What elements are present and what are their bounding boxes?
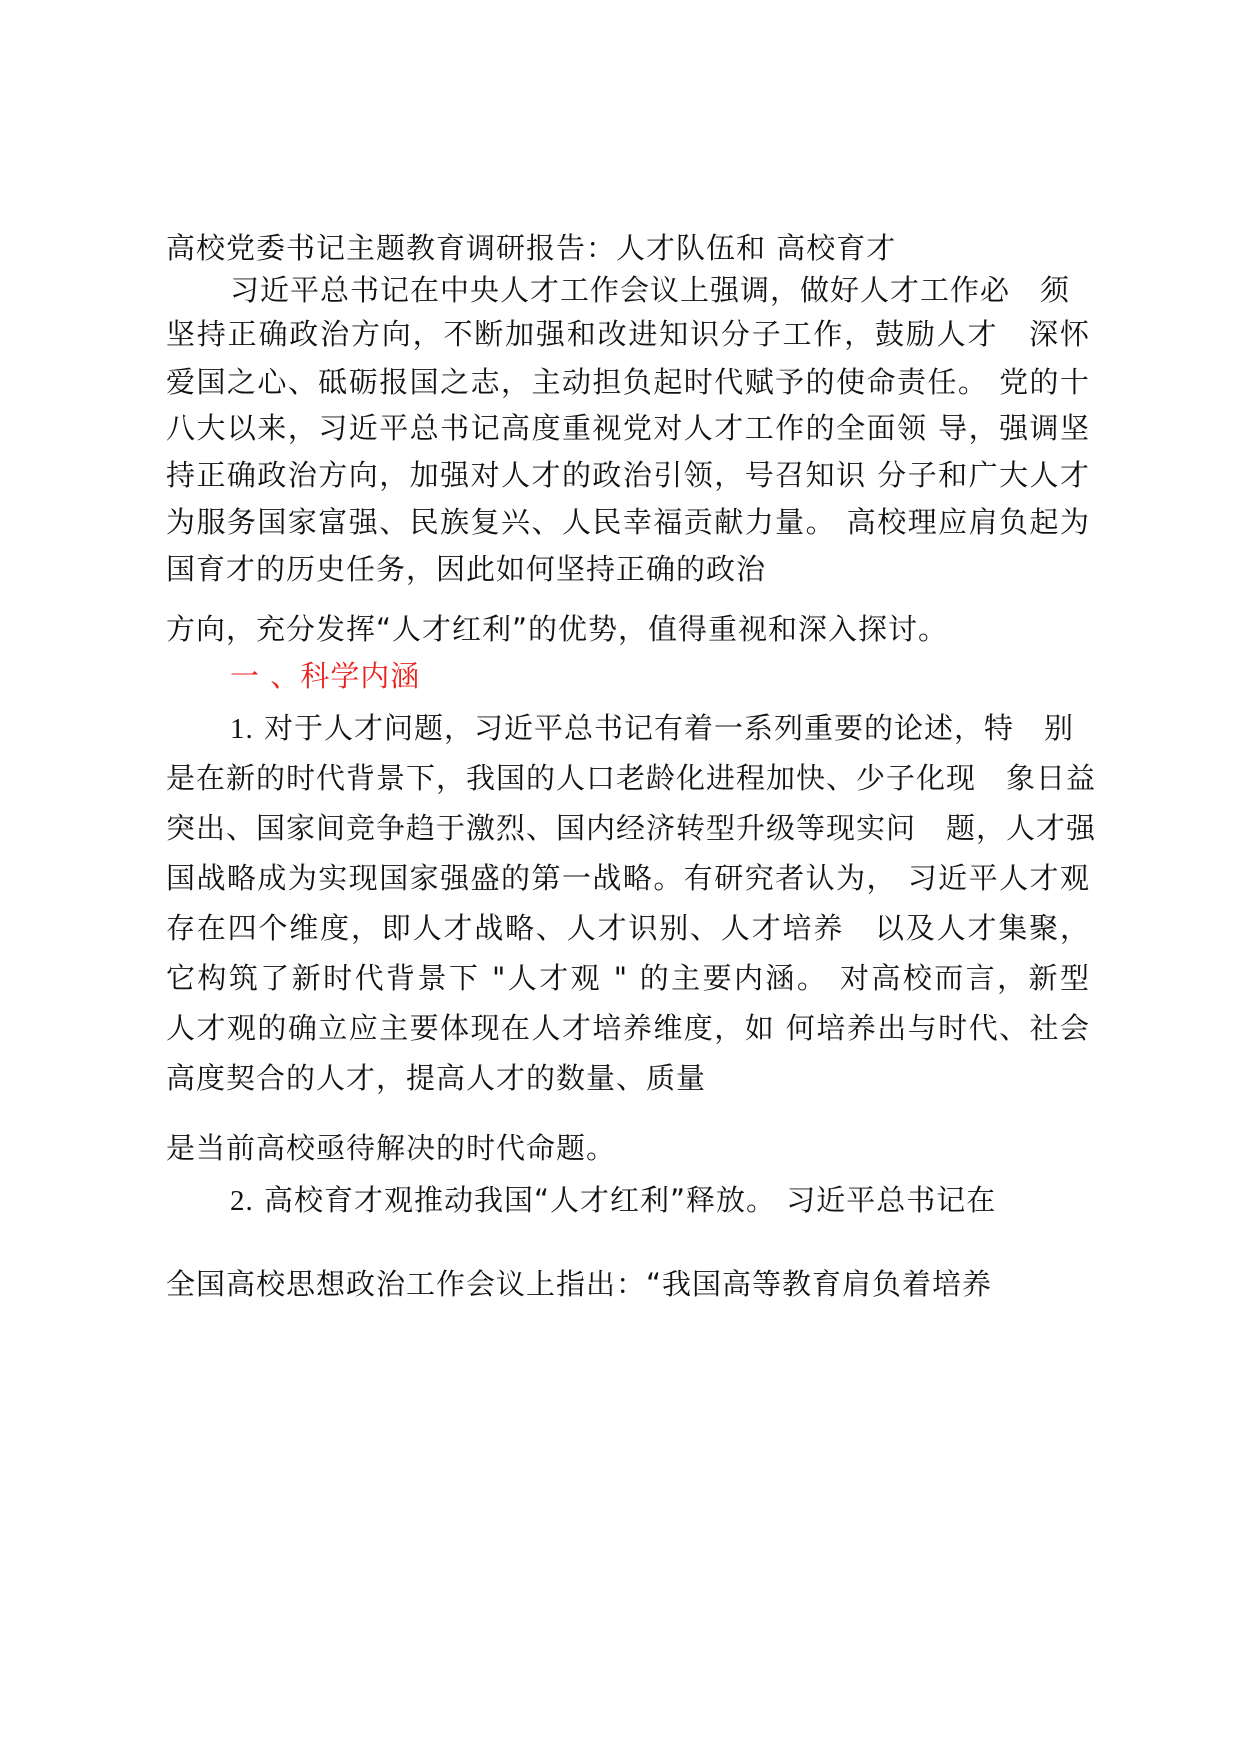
item1-line: 存在四个维度，即人才战略、人才识别、人才培养 以及人才集聚， [166, 911, 1090, 945]
intro-line: 坚持正确政治方向，不断加强和改进知识分子工作，鼓励人才 深怀 [166, 317, 1090, 351]
document-title: 高校党委书记主题教育调研报告：人才队伍和 高校育才 [166, 231, 897, 265]
item1-line: 突出、国家间竞争趋于激烈、国内经济转型升级等现实问 题，人才强 [166, 811, 1097, 845]
intro-line: 爱国之心、砥砺报国之志，主动担负起时代赋予的使命责任。 党的十 [166, 365, 1090, 399]
item2-line: 高校育才观推动我国“人才红利”释放。 习近平总书记在 [263, 1183, 997, 1217]
item1-line: 人才观的确立应主要体现在人才培养维度，如 何培养出与时代、社会 [166, 1011, 1090, 1045]
intro-line: 国育才的历史任务，因此如何坚持正确的政治 [166, 552, 767, 586]
item1-line: 国战略成为实现国家强盛的第一战略。有研究者认为， 习近平人才观 [166, 861, 1090, 895]
item1-first-line [230, 708, 1074, 749]
item2-first-line [230, 1180, 996, 1221]
item1-number: 1. [230, 713, 254, 745]
intro-line: 八大以来，习近平总书记高度重视党对人才工作的全面领 导，强调坚 [166, 411, 1090, 445]
item1-line: 对于人才问题，习近平总书记有着一系列重要的论述，特 别 [263, 711, 1074, 745]
item2-number: 2. [230, 1185, 254, 1217]
section-heading: 一 、科学内涵 [230, 659, 421, 693]
intro-line: 习近平总书记在中央人才工作会议上强调，做好人才工作必 须 [230, 273, 1071, 307]
intro-line: 持正确政治方向，加强对人才的政治引领，号召知识 分子和广大人才 [166, 458, 1090, 492]
intro-line: 为服务国家富强、民族复兴、人民幸福贡献力量。 高校理应肩负起为 [166, 505, 1090, 539]
item1-line: 它构筑了新时代背景下 "人才观 " 的主要内涵。 对高校而言，新型 [166, 961, 1090, 995]
item1-line: 是当前高校亟待解决的时代命题。 [166, 1131, 617, 1165]
item1-line: 高度契合的人才，提高人才的数量、质量 [166, 1061, 707, 1095]
item1-line: 是在新的时代背景下，我国的人口老龄化进程加快、少子化现 象日益 [166, 761, 1097, 795]
intro-line: 方向，充分发挥“人才红利”的优势，值得重视和深入探讨。 [166, 612, 949, 646]
item2-line: 全国高校思想政治工作会议上指出：“我国高等教育肩负着培养 [166, 1267, 993, 1301]
